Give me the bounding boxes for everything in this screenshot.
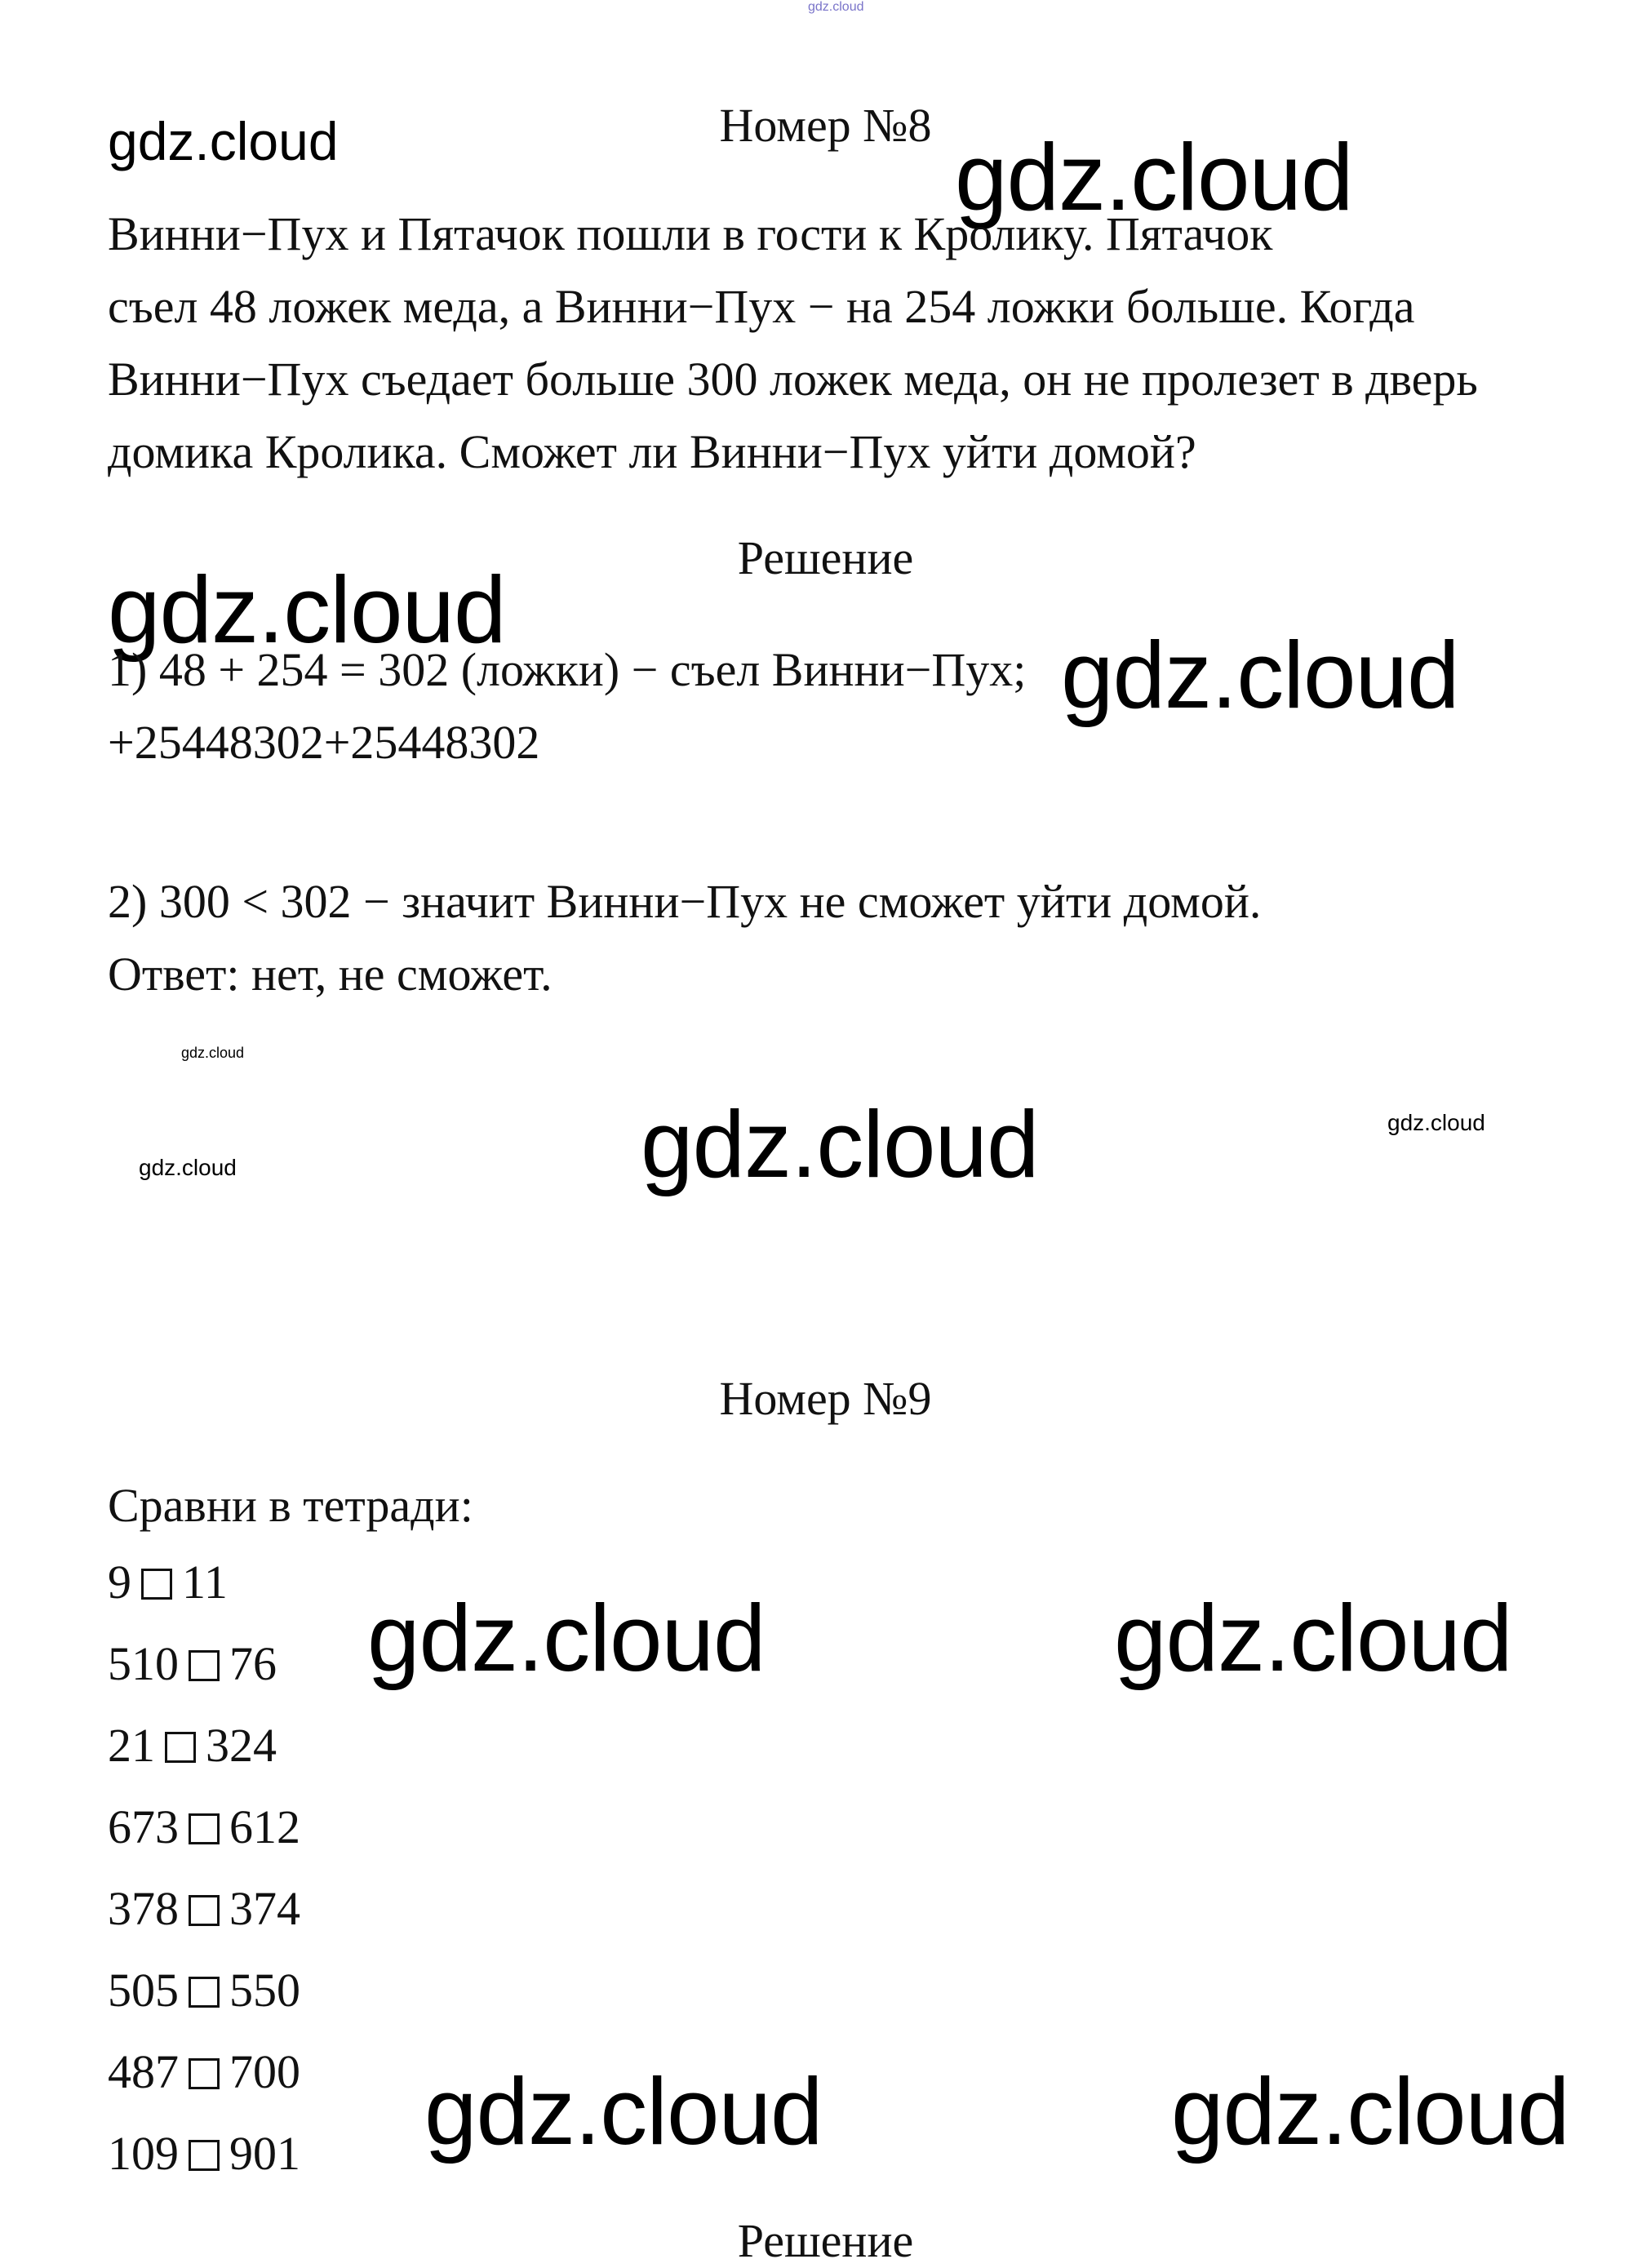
watermark: gdz.cloud [367, 1585, 766, 1691]
compare-box [189, 1813, 220, 1844]
compare-box [189, 1977, 220, 2008]
task8-step1-column: +25448302+25448302 [108, 716, 540, 769]
compare-right: 901 [229, 2127, 300, 2180]
watermark: gdz.cloud [641, 1091, 1039, 1197]
task8-problem-line-4: домика Кролика. Сможет ли Винни−Пух уйти домой? [108, 425, 1196, 478]
task8-problem-line-1: Винни−Пух и Пятачок пошли в гости к Кролику. Пятачок [108, 207, 1273, 260]
compare-row [108, 1800, 300, 1854]
task8-problem-line-3: Винни−Пух съедает больше 300 ложек меда, он не пролезет в дверь [108, 353, 1478, 406]
compare-row [108, 1963, 300, 2017]
compare-row [108, 2044, 300, 2099]
compare-row [108, 1881, 300, 1936]
compare-box [141, 1569, 172, 1600]
compare-left: 673 [108, 1800, 179, 1853]
compare-box [189, 1650, 220, 1681]
watermark-small: gdz.cloud [181, 1045, 245, 1061]
compare-left: 109 [108, 2127, 179, 2180]
watermark: gdz.cloud [424, 2058, 823, 2164]
compare-left: 378 [108, 1882, 179, 1935]
compare-row [108, 1555, 228, 1609]
compare-row [108, 2126, 300, 2181]
task9-prompt: Сравни в тетради: [108, 1479, 473, 1532]
compare-left: 510 [108, 1637, 179, 1690]
compare-right: 76 [229, 1637, 277, 1690]
compare-box [165, 1732, 196, 1763]
watermark: gdz.cloud [1114, 1585, 1512, 1691]
compare-right: 550 [229, 1964, 300, 2017]
task8-step1: 1) 48 + 254 = 302 (ложки) − съел Винни−Пух; [108, 643, 1027, 696]
compare-row [108, 1718, 277, 1773]
watermark-small: gdz.cloud [1387, 1110, 1485, 1135]
watermark: gdz.cloud [108, 111, 339, 171]
task8-solution-title: Решение [737, 531, 914, 584]
compare-right: 612 [229, 1800, 300, 1853]
compare-box [189, 1895, 220, 1926]
task9-solution-title: Решение [737, 2214, 914, 2267]
watermark: gdz.cloud [1171, 2058, 1569, 2164]
compare-box [189, 2058, 220, 2089]
task8-answer: Ответ: нет, не сможет. [108, 948, 553, 1001]
compare-left: 487 [108, 2045, 179, 2098]
compare-right: 324 [206, 1719, 277, 1772]
compare-box [189, 2140, 220, 2171]
watermark: gdz.cloud [955, 124, 1353, 230]
compare-left: 9 [108, 1556, 131, 1609]
compare-right: 11 [182, 1556, 228, 1609]
compare-right: 374 [229, 1882, 300, 1935]
task8-step2: 2) 300 < 302 − значит Винни−Пух не сможет уйти домой. [108, 875, 1262, 928]
compare-row [108, 1636, 277, 1691]
compare-left: 21 [108, 1719, 155, 1772]
task8-title: Номер №8 [719, 99, 932, 152]
compare-right: 700 [229, 2045, 300, 2098]
watermark-small: gdz.cloud [139, 1155, 237, 1180]
task8-problem-line-2: съел 48 ложек меда, а Винни−Пух − на 254 ложки больше. Когда [108, 280, 1415, 333]
compare-left: 505 [108, 1964, 179, 2017]
watermark-top: gdz.cloud [808, 0, 864, 14]
task9-title: Номер №9 [719, 1372, 932, 1425]
watermark: gdz.cloud [1061, 622, 1459, 728]
watermark: gdz.cloud [108, 557, 506, 663]
